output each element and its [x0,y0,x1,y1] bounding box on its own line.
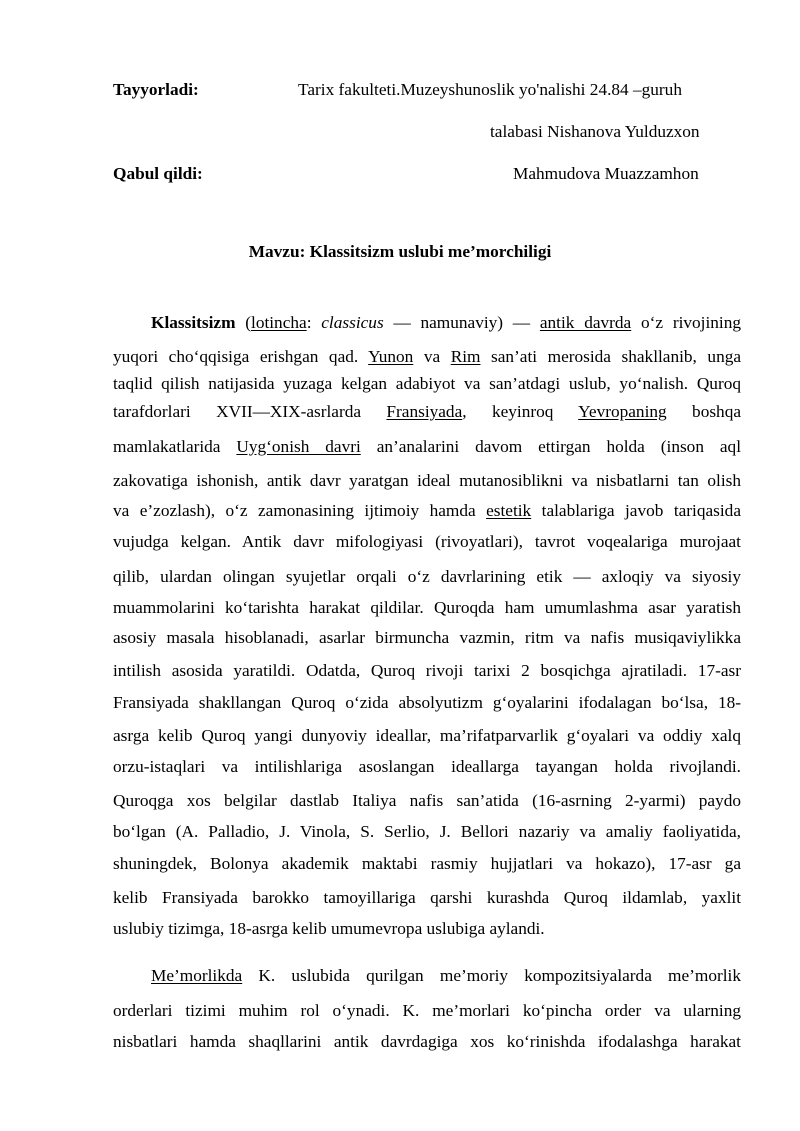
paragraph-line: muammolarini ko‘tarishta harakat qildilar. Quroqda ham umumlashma asar yaratish [113,598,741,617]
text: tarafdorlari XVII—XIX-asrlarda [113,402,387,421]
paragraph-line: qilib, ulardan olingan syujetlar orqali o‘z davrlarining etik — axloqiy va siyosiy [113,567,741,586]
link-yunon[interactable]: Yunon [368,347,414,366]
link-uygonish-davri[interactable]: Uyg‘onish davri [236,437,361,456]
text: talablariga javob tariqasida [531,501,741,520]
paragraph-line: Fransiyada shakllangan Quroq o‘zida absolyutizm g‘oyalarini ifodalagan bo‘lsa, 18- [113,693,741,712]
link-estetik[interactable]: estetik [486,501,532,520]
text: K. uslubida qurilgan me’moriy kompozitsiyalarda me’morlik [242,966,741,985]
page-title: Mavzu: Klassitsizm uslubi me’morchiligi [248,242,552,261]
paragraph-line: zakovatiga ishonish, antik davr yaratgan ideal mutanosiblikni va nisbatlarni tan olish [113,471,741,490]
accepted-label: Qabul qildi: [113,164,203,183]
paragraph-line: asrga kelib Quroq yangi dunyoviy ideallar, ma’rifatparvarlik g‘oyalari va oddiy xalq [113,726,741,745]
prepared-line2: talabasi Nishanova Yulduzxon [490,122,700,141]
paragraph-line: nisbatlari hamda shaqllarini antik davrdagiga xos ko‘rinishda ifodalashga harakat [113,1032,741,1051]
link-rim[interactable]: Rim [450,347,481,366]
paragraph-line: taqlid qilish natijasida yuzaga kelgan adabiyot va san’atdagi uslub, yo‘nalish. Quroq [113,374,741,393]
text: boshqa [666,402,742,421]
text: mamlakatlarida [113,437,237,456]
term-bold: Klassitsizm [151,313,236,332]
paragraph-line: asosiy masala hisoblanadi, asarlar birmuncha vazmin, ritm va nafis musiqaviylikka [113,628,741,647]
accepted-name: Mahmudova Muazzamhon [513,164,699,183]
paragraph-line: Quroqga xos belgilar dastlab Italiya nafis san’atida (16-asrning 2-yarmi) paydo [113,791,741,810]
text: , keyinroq [462,402,579,421]
text: va e’zozlash), o‘z zamonasining ijtimoiy hamda [113,501,487,520]
italic-term: classicus [321,313,384,332]
link-yevropaning[interactable]: Yevropaning [578,402,667,421]
text: va [413,347,451,366]
paragraph-line [113,500,741,522]
paragraph-line [113,401,741,423]
text: ( [235,313,252,332]
paragraph-line: shuningdek, Bolonya akademik maktabi rasmiy hujjatlari va hokazo), 17-asr ga [113,854,741,873]
text: an’analarini davom ettirgan holda (inson aql [360,437,741,456]
paragraph-line: kelib Fransiyada barokko tamoyillariga qarshi kurashda Quroq ildamlab, yaxlit [113,888,741,907]
paragraph-line: vujudga kelgan. Antik davr mifologiyasi (rivoyatlari), tavrot voqealariga murojaat [113,532,741,551]
paragraph-line [113,346,741,368]
paragraph-line: orzu-istaqlari va intilishlariga asoslangan ideallarga tayangan holda rivojlandi. [113,757,741,776]
text: : [306,313,322,332]
prepared-line1: Tarix fakulteti.Muzeyshunoslik yo'nalishi 24.84 –guruh [298,80,682,99]
paragraph-line: uslubiy tizimga, 18-asrga kelib umumevropa uslubiga aylandi. [113,919,545,938]
link-antik-davrda[interactable]: antik davrda [539,313,632,332]
link-memorlikda[interactable]: Me’morlikda [151,966,243,985]
paragraph-line [151,312,741,334]
prepared-label: Tayyorladi: [113,80,199,99]
paragraph-line: bo‘lgan (A. Palladio, J. Vinola, S. Serlio, J. Bellori nazariy va amaliy faoliyatida, [113,822,741,841]
link-fransiyada[interactable]: Fransiyada [386,402,463,421]
paragraph-line: intilish asosida yaratildi. Odatda, Quroq rivoji tarixi 2 bosqichga ajratiladi. 17-asr [113,661,741,680]
paragraph-line [113,436,741,458]
link-lotincha[interactable]: lotincha [251,313,307,332]
text: san’ati merosida shakllanib, unga [480,347,742,366]
paragraph-line: orderlari tizimi muhim rol o‘ynadi. K. me’morlari ko‘pincha order va ularning [113,1001,741,1020]
paragraph-line [151,965,741,987]
text: yuqori cho‘qqisiga erishgan qad. [113,347,369,366]
text: — namunaviy) — [383,313,540,332]
text: o‘z rivojining [631,313,741,332]
